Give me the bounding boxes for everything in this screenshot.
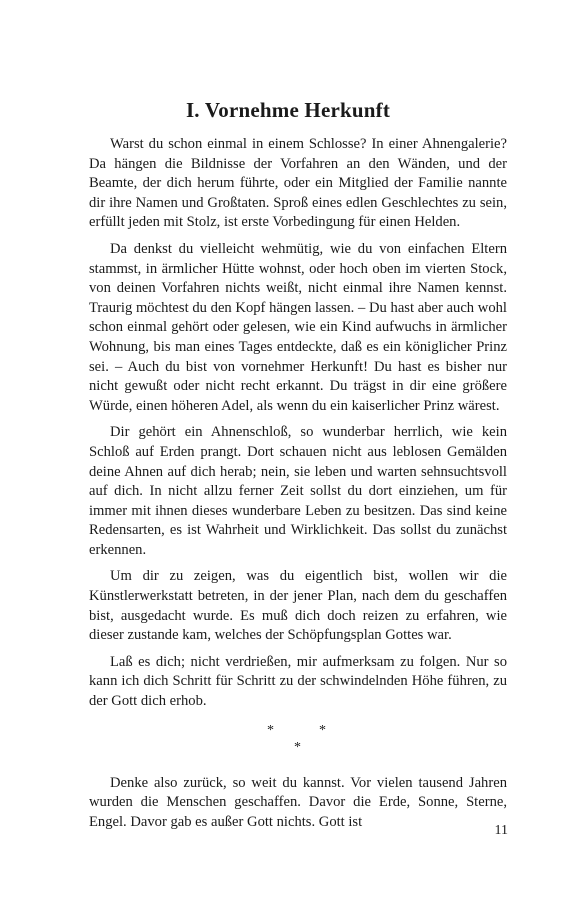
- paragraph: Um dir zu zeigen, was du eigentlich bist, wollen wir die Künstlerwerkstatt betreten, in der jener Plan, nach dem du geschaffen bist, ausgedacht wurde. Es muß dich doch reizen zu erfahren, wie dieser zustande kam, welches der Schöpfungsplan Gottes war.: [89, 568, 507, 644]
- separator-asterisk: *: [294, 739, 301, 755]
- paragraph: Denke also zurück, so weit du kannst. Vor vielen tausend Jahren wurden die Menschen geschaffen. Davor die Erde, Sonne, Sterne, Engel. Davor gab es außer Gott nichts. Gott ist: [89, 774, 507, 830]
- separator-asterisk: *: [319, 722, 326, 738]
- section-separator: [89, 720, 507, 764]
- chapter-title: I. Vornehme Herkunft: [185, 98, 391, 122]
- paragraph: Dir gehört ein Ahnenschloß, so wunderbar herrlich, wie kein Schloß auf Erden prangt. Dort schauen nicht aus leblosen Gemälden deine Ahnen auf dich herab; nein, sie leben und warten sehnsuchtsvoll auf dich. In nicht allzu ferner Zeit sollst du dort einziehen, um für immer mit ihnen dieses wunderbare Leben zu besitzen. Das sind keine Redensarten, es ist Wahrheit und Wirklichkeit. Das sollst du zunächst erkennen.: [89, 424, 507, 558]
- chapter-body: [89, 135, 507, 839]
- page-number: 11: [494, 823, 508, 838]
- paragraph: Da denkst du vielleicht wehmütig, wie du von einfachen Eltern stammst, in ärmlicher Hütte wohnst, oder hoch oben im vierten Stock, von deinen Vorfahren nichts weißt, nicht einmal ihre Namen kennst. Traurig möchtest du den Kopf hängen lassen. – Du hast aber auch wohl schon einmal gehört oder gelesen, wie ein Kind aufwuchs in ärmlicher Wohnung, bis man eines Tages entdeckte, daß es ein königlicher Prinz sei. – Auch du bist von vornehmer Herkunft! Du hast es bisher nur nicht gewußt oder nicht recht erkannt. Du trägst in dir eine größere Würde, einen höheren Adel, als wenn du ein kaiserlicher Prinz wärest.: [89, 240, 507, 414]
- separator-asterisk: *: [267, 722, 274, 738]
- paragraph: Warst du schon einmal in einem Schlosse? In einer Ahnengalerie? Da hängen die Bildnisse der Vorfahren an den Wänden, und der Beamte, der dich herum führte, oder ein Mitglied der Familie nannte dir ihre Namen und Großtaten. Sproß eines edlen Geschlechtes zu sein, erfüllt jeden mit Stolz, ist erste Vorbedingung für einen Helden.: [89, 136, 507, 231]
- paragraph: Laß es dich; nicht verdrießen, mir aufmerksam zu folgen. Nur so kann ich dich Schritt für Schritt zu der schwindelnden Höhe führen, zu der Gott dich erhob.: [89, 653, 507, 710]
